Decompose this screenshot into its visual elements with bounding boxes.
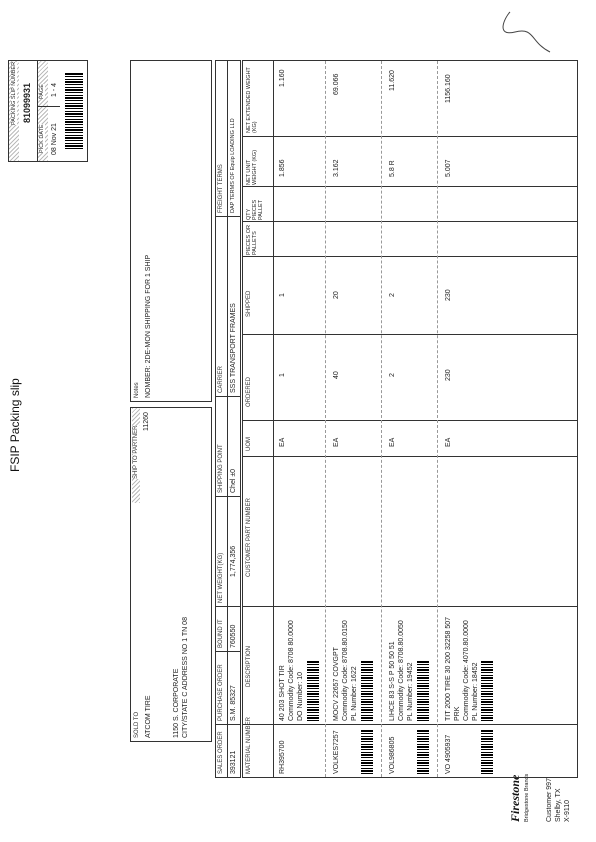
handwritten-mark xyxy=(500,7,560,57)
packing-slip-barcode xyxy=(65,73,83,149)
col-purchase-order: PURCHASE ORDER xyxy=(218,664,224,721)
col-shipping-point: SHIPPING POINT xyxy=(218,444,224,493)
row4-ordered: 230 xyxy=(445,369,452,381)
val-purchase-order: S.M. 85327 xyxy=(230,685,237,721)
row2-ordered: 40 xyxy=(333,371,340,379)
sender-line-2: Shelby, TX xyxy=(555,788,562,822)
row3-ordered: 2 xyxy=(389,373,396,377)
order-header-table xyxy=(215,60,241,778)
row1-shipped: 1 xyxy=(279,293,286,297)
row3-extended-weight: 11.620 xyxy=(389,70,396,91)
notes-text: NOMBER: 2DE-MON SHIPPING FOR 1 SHIP xyxy=(145,254,152,398)
row1-ordered: 1 xyxy=(279,373,286,377)
col-qty-pallet: QTY PIECES PALLET xyxy=(246,199,265,220)
row3-uom: EA xyxy=(389,437,396,447)
row2-unit-weight: 3.162 xyxy=(333,159,340,177)
row3-barcode-b xyxy=(417,661,429,721)
row3-desc-3: PL Number: 19452 xyxy=(407,662,414,721)
col-description: DESCRIPTION xyxy=(246,645,252,687)
company-logo: Firestone xyxy=(508,774,522,822)
row1-desc-3: DO Number: 10 xyxy=(297,671,304,721)
val-carrier: SSS TRANSPORT FRAMES xyxy=(230,303,237,393)
row1-uom: EA xyxy=(279,437,286,447)
col-ordered: ORDERED xyxy=(246,376,252,407)
row2-desc-3: PL Number: 1622 xyxy=(351,666,358,721)
sold-to-line-1: ATCOM TIRE xyxy=(145,695,152,738)
row2-uom: EA xyxy=(333,437,340,447)
row1-material: RH395700 xyxy=(279,740,286,774)
val-freight-terms: DAP TERMS OF Equip LOADING LLD xyxy=(230,118,236,213)
row4-uom: EA xyxy=(445,437,452,447)
row3-desc-1: LIHCE 83 S-S P 50 50 51 xyxy=(389,641,396,721)
sold-to-box xyxy=(130,407,212,742)
col-sales-order: SALES ORDER xyxy=(218,731,224,774)
row3-desc-2: Commodity Code: 8708.80.0050 xyxy=(398,620,405,721)
col-material: MATERIAL NUMBER xyxy=(246,716,252,774)
sender-line-3: X-9110 xyxy=(564,799,571,822)
sender-line-1: Customer 997 xyxy=(546,778,553,822)
row2-barcode-a xyxy=(361,730,373,774)
notes-label: Notes xyxy=(134,382,140,398)
col-net-extended-weight: NET EXTENDED WEIGHT (KG) xyxy=(246,67,259,133)
row4-barcode-a xyxy=(481,730,493,774)
row4-shipped: 230 xyxy=(445,289,452,301)
col-net-weight: NET WEIGHT(KG) xyxy=(218,552,224,603)
line-items-table xyxy=(242,60,578,778)
pick-date-value: 08 Nov 21 xyxy=(51,123,58,155)
page-value: 1 - 4 xyxy=(51,82,58,97)
row2-material: VOLKES7257 xyxy=(333,730,340,774)
val-bound-it: 760550 xyxy=(230,624,237,648)
packing-slip-number-label: PACKING SLIP NUMBER xyxy=(11,61,17,125)
row2-desc-2: Commodity Code: 8708.80.0150 xyxy=(342,620,349,721)
packing-slip-number: 81099931 xyxy=(22,82,32,123)
row4-material: VO 4905937 xyxy=(445,734,452,774)
sold-to-label: SOLD TO xyxy=(134,711,140,738)
row2-shipped: 20 xyxy=(333,291,340,299)
col-freight-terms: FREIGHT TERMS xyxy=(218,164,224,213)
row2-extended-weight: 69.066 xyxy=(333,73,340,95)
row2-barcode-b xyxy=(361,661,373,721)
row3-barcode-a xyxy=(417,730,429,774)
pick-date-label: PICK DATE xyxy=(39,124,45,153)
row4-desc-2: PRK xyxy=(454,706,461,721)
row1-unit-weight: 1.856 xyxy=(279,159,286,177)
col-uom: UOM xyxy=(246,437,252,451)
row1-extended-weight: 1.160 xyxy=(279,69,286,87)
sold-to-line-2: 1150 S. CORPORATE xyxy=(173,668,180,738)
row2-desc-1: MOCV 22657 COVGPT xyxy=(333,647,340,721)
col-carrier: CARRIER xyxy=(218,365,224,393)
row3-material: VOL986805 xyxy=(389,736,396,774)
sold-to-line-3: CITY/STATE C ADDRESS NO 1 TN 08 xyxy=(182,617,189,738)
val-net-weight: 1,774,356 xyxy=(230,545,237,577)
col-shipped: SHIPPED xyxy=(246,290,252,317)
row3-shipped: 2 xyxy=(389,293,396,297)
page-label: PAGE xyxy=(39,84,45,99)
val-shipping-point: Chel ±0 xyxy=(230,468,237,493)
logo-subtitle: Bridgestone Brands xyxy=(524,773,530,822)
row1-desc-2: Commodity Code: 8708 80.0000 xyxy=(288,620,295,721)
row1-barcode xyxy=(307,661,319,721)
col-net-unit-weight: NET UNIT WEIGHT (KG) xyxy=(246,149,259,185)
row4-desc-4: PL Number: 18452 xyxy=(472,662,479,721)
notes-box xyxy=(130,60,212,402)
row4-unit-weight: 5.007 xyxy=(445,159,452,177)
col-pieces-pallet: PIECES OR PALLETS xyxy=(246,225,259,255)
row4-desc-1: TIT 2000 TIRE 30 200 32258 507 xyxy=(445,616,452,721)
page-title: FSIP Packing slip xyxy=(8,378,22,472)
col-customer-part: CUSTOMER PART NUMBER xyxy=(246,498,252,577)
val-sales-order: 393121 xyxy=(230,750,237,774)
packing-slip-box xyxy=(8,60,88,162)
row3-unit-weight: 5.8 R xyxy=(389,160,396,177)
ship-to-label: SHIP TO PARTNER xyxy=(133,425,139,479)
row4-desc-3: Commodity Code: 4070.80.0000 xyxy=(463,620,470,721)
ship-to-value: 11260 xyxy=(143,412,150,431)
row1-desc-1: 40 203 SHOT TIR xyxy=(279,665,286,721)
col-bound-it: BOUND IT xyxy=(218,619,224,648)
row4-extended-weight: 1156.160 xyxy=(445,74,452,103)
row4-barcode-b xyxy=(481,661,493,721)
